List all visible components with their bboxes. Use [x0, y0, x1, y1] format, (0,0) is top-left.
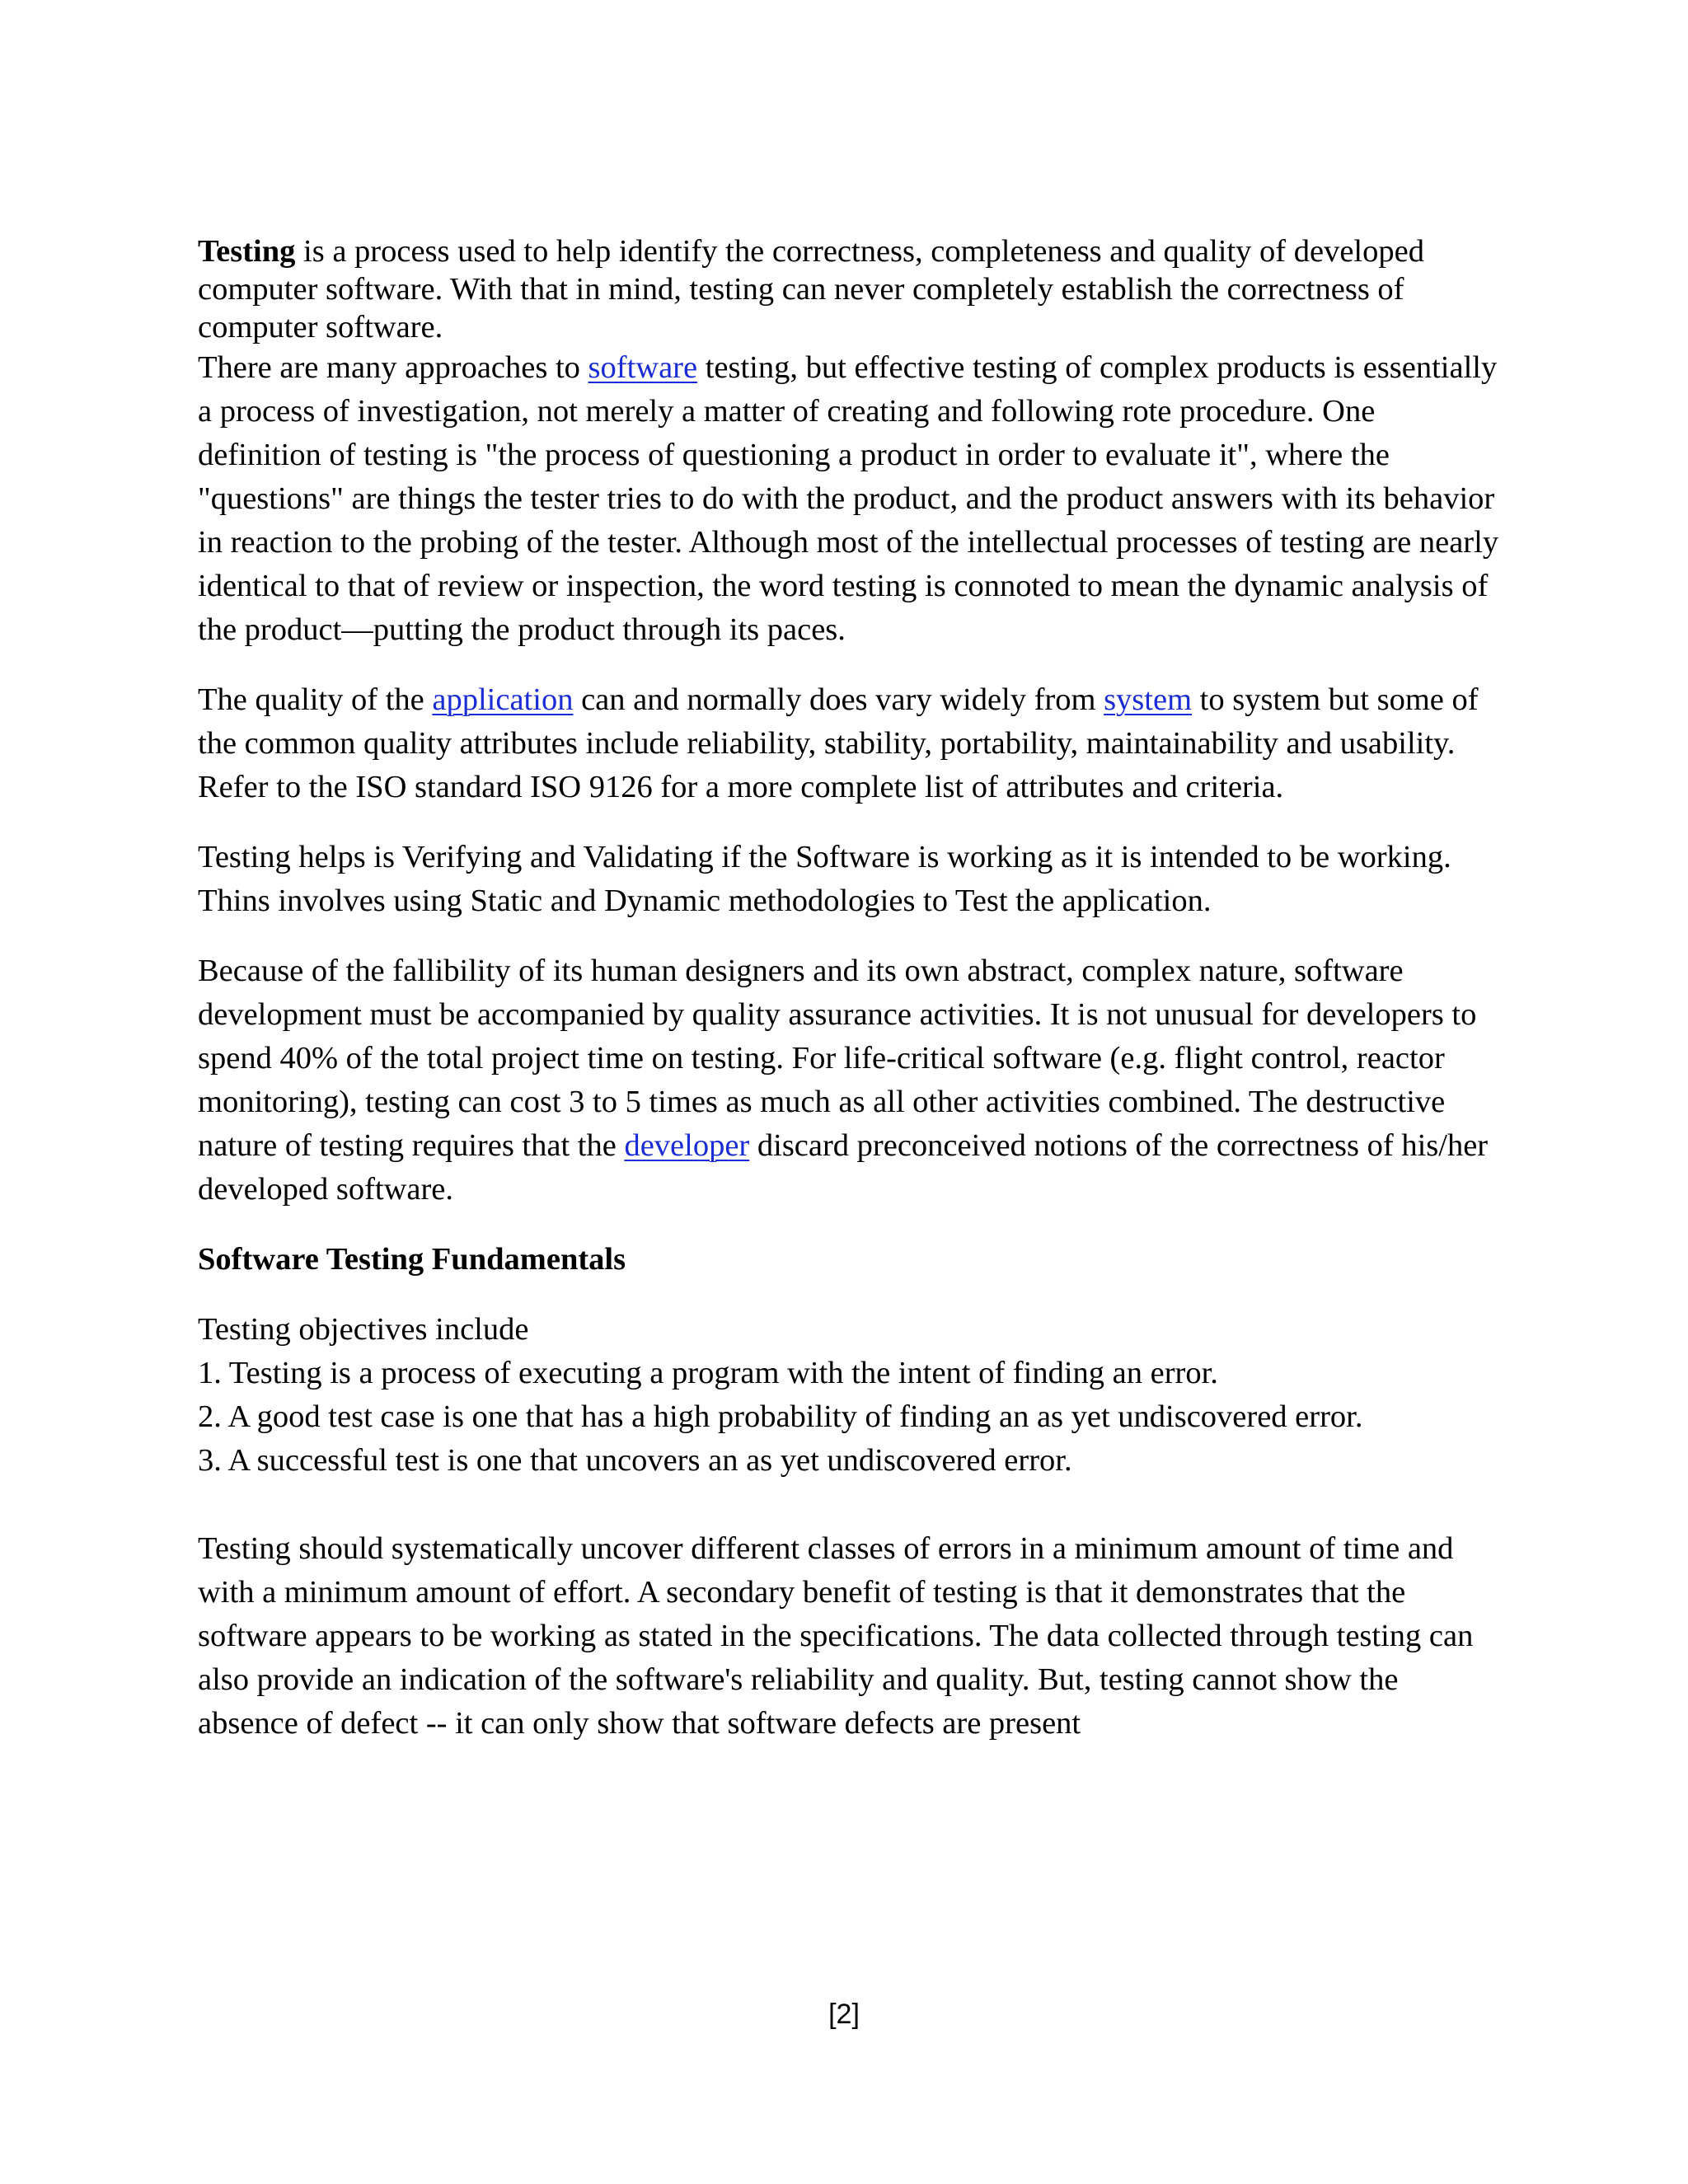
intro-term: Testing [198, 234, 296, 269]
list-item: 2. A good test case is one that has a high probability of finding an as yet undiscovered error. [198, 1399, 1363, 1434]
quality-paragraph [198, 678, 1500, 809]
verifying-paragraph: Testing helps is Verifying and Validating if the Software is working as it is intended to be working. Thins involves using Static and Dynamic methodologies to Test the application. [198, 840, 1451, 918]
closing-paragraph: Testing should systematically uncover different classes of errors in a minimum amount of time and with a minimum amount of effort. A secondary benefit of testing is that it demonstrates that the software appears to be working as stated in the specifications. The data collected through testing can also provide an indication of the software's reliability and quality. But, testing cannot show the absence of defect -- it can only show that software defects are present [198, 1531, 1474, 1741]
list-item: 1. Testing is a process of executing a program with the intent of finding an error. [198, 1356, 1218, 1390]
quality-text-after: to system but some of the common quality attributes include reliability, stability, portability, maintainability and usability. Refer to the ISO standard ISO 9126 for a more complete list of attributes and criteria. [198, 682, 1479, 804]
system-link[interactable]: system [1104, 682, 1193, 717]
quality-text-middle: can and normally does vary widely from [573, 682, 1104, 717]
approaches-paragraph [198, 346, 1500, 652]
fallibility-paragraph [198, 949, 1500, 1212]
intro-paragraph [198, 232, 1500, 346]
application-link[interactable]: application [432, 682, 574, 717]
software-link[interactable]: software [588, 350, 698, 385]
fallibility-text-before: Because of the fallibility of its human designers and its own abstract, complex nature, software development must be accompanied by quality assurance activities. It is not unusual for developers to spend 40% of the total project time on testing. For life-critical software (e.g. flight control, reactor monitoring), testing can cost 3 to 5 times as much as all other activities combined. The destructive nature of testing requires that the [198, 954, 1477, 1163]
objectives-intro: Testing objectives include [198, 1312, 529, 1347]
intro-text: is a process used to help identify the correctness, completeness and quality of developed computer software. With that in mind, testing can never completely establish the correctness of computer software. [198, 234, 1424, 344]
page-content [198, 232, 1500, 1746]
objectives-list [198, 1352, 1500, 1483]
approaches-text-before: There are many approaches to [198, 350, 588, 385]
fallibility-text-after: discard preconceived notions of the correctness of his/her developed software. [198, 1128, 1489, 1207]
approaches-text-after: testing, but effective testing of complex products is essentially a process of investigation, not merely a matter of creating and following rote procedure. One definition of testing is "the process of questioning a product in order to evaluate it", where the "questions" are things the tester tries to do with the product, and the product answers with its behavior in reaction to the probing of the tester. Although most of the intellectual processes of testing are nearly identical to that of review or inspection, the word testing is connoted to mean the dynamic analysis of the product—putting the product through its paces. [198, 350, 1499, 647]
section-heading: Software Testing Fundamentals [198, 1242, 626, 1277]
page-number: [2] [828, 1999, 860, 2030]
list-item: 3. A successful test is one that uncovers an as yet undiscovered error. [198, 1443, 1072, 1478]
developer-link[interactable]: developer [624, 1128, 750, 1163]
quality-text-before: The quality of the [198, 682, 433, 717]
